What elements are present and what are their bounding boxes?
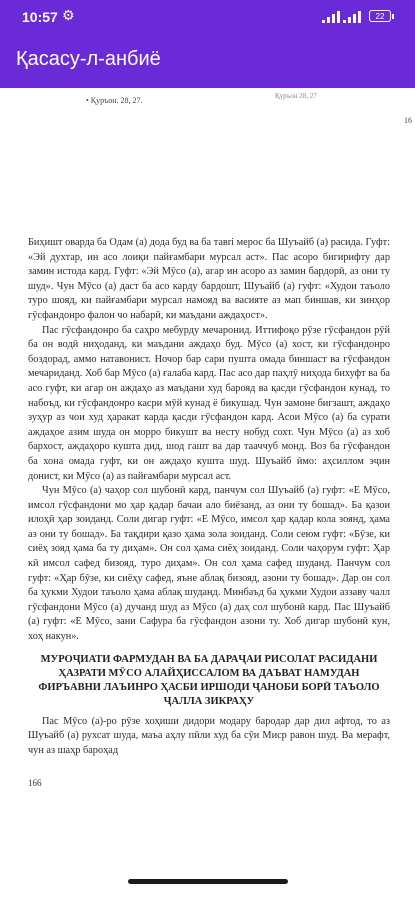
app-title: Қасасу-л-анбиё: [16, 48, 161, 70]
book-text: [28, 236, 390, 758]
bleed-through-text: Қуръон 28, 27: [275, 92, 317, 100]
status-bar: [0, 0, 415, 34]
paragraph: Пас Мӯсо (а)-ро рӯзе хоҳиши дидори модару бародар дар дил афтод, то аз Шуъайб (а) рухсат шуда, маъа аҳлу пӣли худ ба сӯи Миср равон шуд. Ва мерафт, чун аз шаҳр бароҳад: [28, 715, 390, 756]
navigation-bar: [0, 863, 415, 900]
wifi-icon: [322, 11, 340, 23]
edge-page-number: 16: [404, 116, 412, 125]
page-footnote: • Қуръон. 28, 27.: [86, 96, 143, 105]
cellular-signal-icon: [343, 11, 361, 23]
clock: 10:57: [22, 9, 58, 25]
home-gesture-handle[interactable]: [128, 879, 288, 884]
paragraph: Чун Мӯсо (а) чаҳор сол шубонӣ кард, панчум сол Шуъайб (а) гуфт: «Е Мӯсо, имсол гӯсфандони мо ҳар қадар бачаи ало биёзанд, аз они ту бошад». Ба қазои илоҳӣ ҳар зоиданд. Соли дигар гуфт: «Е Мӯсо, имсол ҳар қадар кола зоянд, ҳама аз они ту бошад». Ба тақдири қазо ҳама зола зоиданд. Соли сеюм гуфт: «Бӯзе, ки сиёҳ зояд ҳама ба ту диҳам». Он сол ҳама сиёҳ зоиданд. Соли чаҳорум гуфт: Ҳар кӣ имсол сафед бизояд, туро диҳам». Он сол ҳама сафед шуданд. Панчум сол гуфт: «Ҳар бӯзе, ки сиёҳу сафед, яъне аблақ бизояд, азони ту бошад». Дар он сол ба ҳукми Худои таъоло ҳама аблақ шуданд. Минбаъд ба ҳукми Худои аззаву чалл гӯсфандони Мӯсо (а) дучанд шуд аз Мӯсо (а) даҳ сол шубонӣ кард. Пас Шуъайб (а) гуфт: «Е Мӯсо, зани Сафура ба гӯсфандон азони ту. Хоб дигар шубонӣ кун, хоҳ накун».: [28, 485, 390, 643]
paragraph: Биҳишт оварда ба Одам (а) дода буд ва ба тавri мерос ба Шуъайб (а) расида. Гуфт: «Эй духтар, ин асо лоиқи пайғамбари мурсал аст». Пас асоро бигирифту дар замин истода кард. Гуфт: «Эй Мӯсо (а), агар ин асоро аз замин бардорӣ, аз они ту шуд». Чун Мӯсо (а) даст ба асо карду бардошт, Шуъайб (а) гуфт: «Худои таъоло туро шояд, ки пайғамбари мурсал намояд ва васияте аз мап биншав, ки зинҳор гӯсфандонро фалон чо набарӣ, ки маъдани аждаҳост».: [28, 237, 390, 321]
battery-level: 22: [375, 12, 385, 21]
settings-gear-icon: ⚙: [62, 8, 75, 24]
page-number: 166: [28, 778, 42, 788]
chapter-heading: МУРОҶИАТИ ФАРМУДАН ВА БА ДАРАҶАИ РИСОЛАТ РАСИДАНИ ҲАЗРАТИ МӮСО АЛАЙҲИССАЛОМ ВА ДАЪВАТ НАМУДАН ФИРЪАВНИ ЛАЪИНРО ҲАСБИ ИРШОДИ ҶАНОБИ БОРӢ ТАЪОЛО ҶАЛЛА ЗИКРАҲУ: [38, 653, 380, 707]
app-bar: [0, 34, 415, 88]
battery-icon: [369, 10, 391, 22]
paragraph: Пас гӯсфандонро ба саҳро мебурду мечаронид. Иттифоқо рӯзе гӯсфандон рӯй ба он водӣ ниҳоданд, ки маъдани аждаҳо буд. Мӯсо (а) хост, ки гӯсфандонро боздорад, аммо натавонист. Ночор бар сари пушта омада биншаст ва гӯсфандон мечариданд. Хоб бар Мӯсо (а) ғалаба кард. Пас асо дар паҳлӯ ниҳода бихуфт ва ба асо гуфт, ки агар он аждаҳо аз маъдани худ барояд ва қасди гӯсфандон кунад, то набоъд, ки гӯсфандонро касри мӯй кунад ё бикушад. Чун замоне бигзашт, аждаҳо зуҳур аз чои худ ҳаракат карда қасди гӯсфандон кард. Асои Мӯсо (а) ба сурати аждаҳое азим шуда он морро бикушт ва несту нобуд сохт. Чун Мӯсо (а) аз хоб бархост, аждаҳоро кушта дид, шод гашт ва дар тааччуб монд. Воз ба гӯсфандон ба хона омада гуфт, ки он аждаҳо кушта шуд. Шуъайб ӣмо: аҳсиллом эҷин донист, ки Мӯсо (а) аз пайғамбари мурсал аст.: [28, 324, 390, 482]
